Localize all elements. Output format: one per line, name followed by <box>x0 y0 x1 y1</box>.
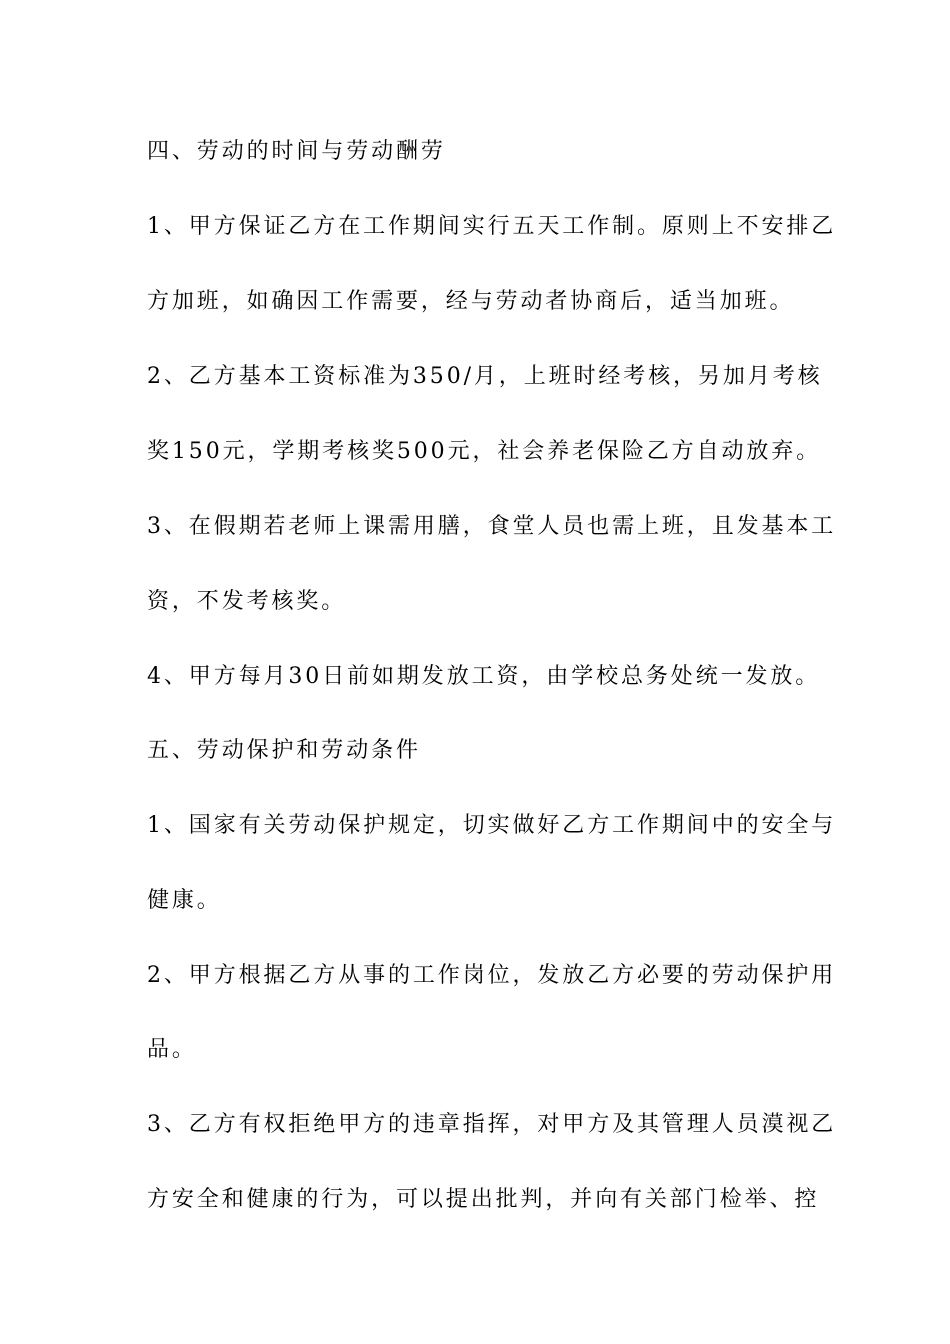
paragraph-line: 2、甲方根据乙方从事的工作岗位，发放乙方必要的劳动保护用 <box>147 963 837 988</box>
paragraph-line: 方加班，如确因工作需要，经与劳动者协商后，适当加班。 <box>147 289 795 314</box>
paragraph-line: 2、乙方基本工资标准为350/月，上班时经考核，另加月考核 <box>147 364 823 389</box>
paragraph-line: 3、在假期若老师上课需用膳，食堂人员也需上班，且发基本工 <box>147 514 837 539</box>
section-heading-4: 四、劳动的时间与劳动酬劳 <box>147 139 446 164</box>
paragraph-line: 品。 <box>147 1037 197 1062</box>
paragraph-line: 方安全和健康的行为，可以提出批判，并向有关部门检举、控 <box>147 1187 820 1212</box>
paragraph-line: 1、甲方保证乙方在工作期间实行五天工作制。原则上不安排乙 <box>147 214 837 239</box>
paragraph-line: 健康。 <box>147 888 222 913</box>
paragraph-line: 1、国家有关劳动保护规定，切实做好乙方工作期间中的安全与 <box>147 813 837 838</box>
paragraph-line: 3、乙方有权拒绝甲方的违章指挥，对甲方及其管理人员漠视乙 <box>147 1112 837 1137</box>
paragraph-line: 4、甲方每月30日前如期发放工资，由学校总务处统一发放。 <box>147 664 821 689</box>
section-heading-5: 五、劳动保护和劳动条件 <box>147 738 421 763</box>
paragraph-line: 资，不发考核奖。 <box>147 589 347 614</box>
paragraph-line: 奖150元，学期考核奖500元，社会养老保险乙方自动放弃。 <box>147 439 822 464</box>
